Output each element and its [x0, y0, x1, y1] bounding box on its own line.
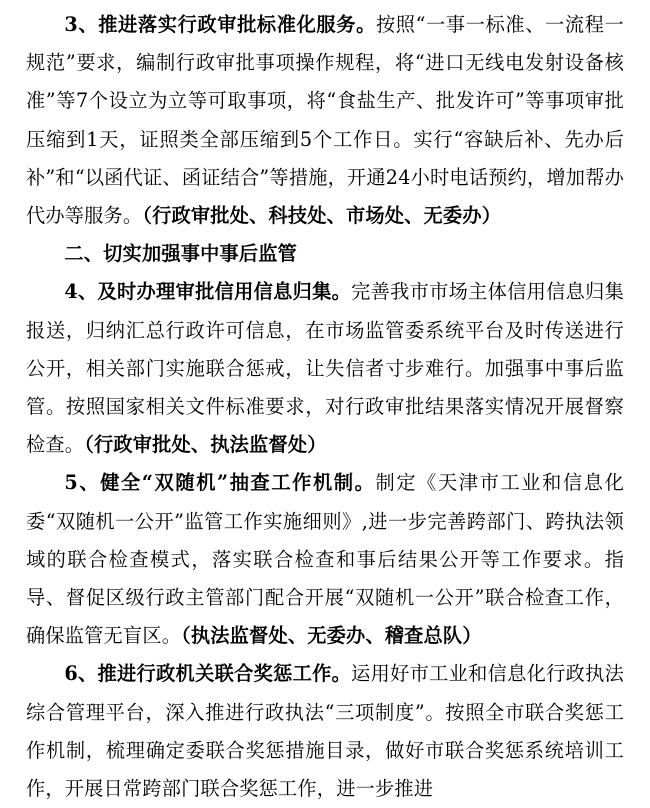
paragraph-lead: 6、推进行政机关联合奖惩工作。 [64, 662, 352, 686]
paragraph-body: 运用好市工业和信息化行政执法综合管理平台，深入推进行政执法“三项制度”。按照全市联合奖惩工作机制，梳理确定委联合奖惩措施目录，做好市联合奖惩系统培训工作，开展日常跨部门联合奖惩工作，进一步推进 [26, 662, 624, 801]
section-heading-label: 二、切实加强事中事后监管 [64, 242, 298, 266]
paragraph-item-5 [26, 464, 624, 655]
paragraph-tail: （执法监督处、无委办、稽查总队） [181, 624, 482, 648]
paragraph-lead: 5、健全“双随机”抽查工作机制。 [64, 471, 376, 495]
paragraph-tail: （行政审批处、科技处、市场处、无委办） [142, 204, 502, 228]
section-heading-2 [26, 235, 624, 273]
paragraph-body: 完善我市市场主体信用信息归集报送，归纳汇总行政许可信息，在市场监管委系统平台及时传送进行公开，相关部门实施联合惩戒，让失信者寸步难行。加强事中事后监管。按照国家相关文件标准要求，对行政审批结果落实情况开展督察检查。 [26, 280, 624, 457]
paragraph-item-3 [26, 6, 624, 235]
paragraph-body: 制定《天津市工业和信息化委“双随机一公开”监管工作实施细则》,进一步完善跨部门、跨执法领域的联合检查模式，落实联合检查和事后结果公开等工作要求。指导、督促区级行政主管部门配合开展“双随机一公开”联合检查工作，确保监管无盲区。 [26, 471, 624, 648]
paragraph-lead: 4、及时办理审批信用信息归集。 [64, 280, 352, 304]
paragraph-body: 按照“一事一标准、一流程一规范”要求，编制行政审批事项操作规程，将“进口无线电发射设备核准”等7个设立为立等可取事项，将“食盐生产、批发许可”等事项审批压缩到1天，证照类全部压缩到5个工作日。实行“容缺后补、先办后补”和“以函代证、函证结合”等措施，开通24小时电话预约，增加帮办代办等服务。 [26, 13, 624, 228]
paragraph-item-4 [26, 273, 624, 464]
paragraph-tail: （行政审批处、执法监督处） [84, 433, 327, 457]
paragraph-item-6 [26, 655, 624, 808]
paragraph-lead: 3、推进落实行政审批标准化服务。 [64, 13, 376, 36]
